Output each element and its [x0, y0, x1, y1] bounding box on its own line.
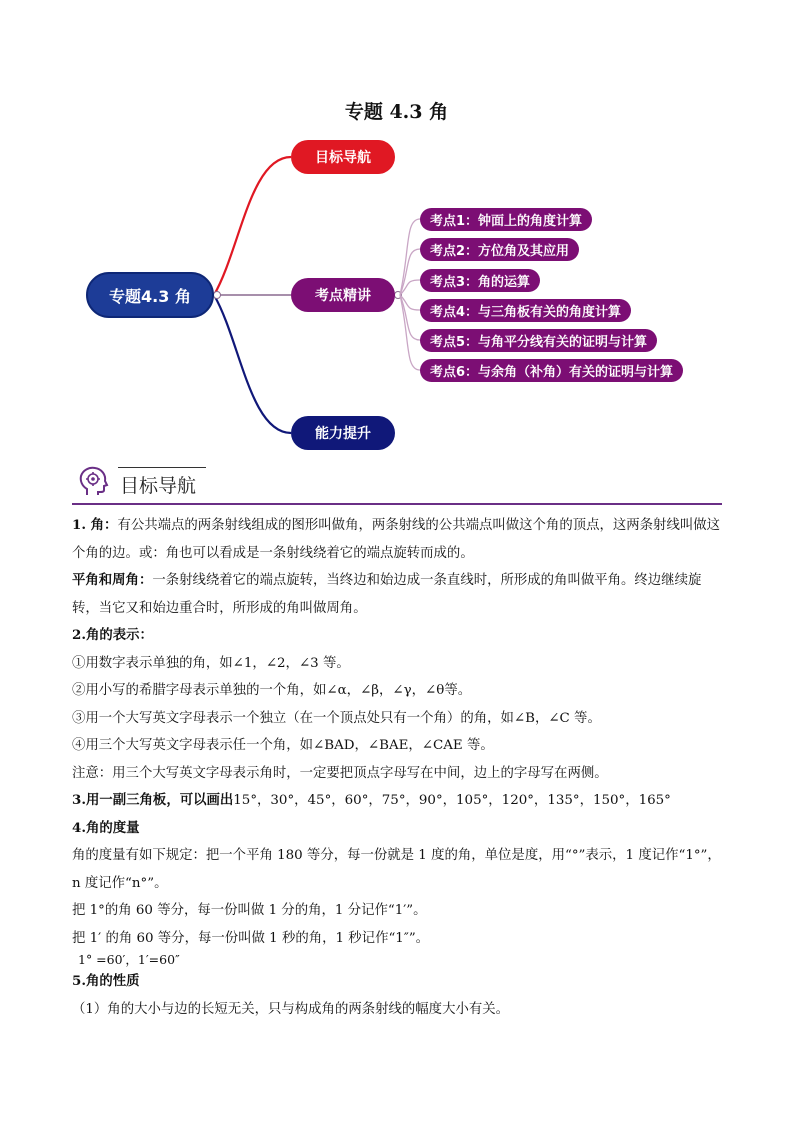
measure-second: 把 1′ 的角 60 等分，每一份叫做 1 秒的角，1 秒记作“1″”。: [72, 930, 430, 946]
mindmap-branch-goals: 目标导航: [291, 140, 395, 174]
rep-item-4: ④用三个大写英文字母表示任一个角，如∠BAD，∠BAE，∠CAE 等。: [72, 738, 494, 753]
mindmap-point-4: 考点4：与三角板有关的角度计算: [420, 299, 631, 322]
mindmap-point-5: 考点5：与角平分线有关的证明与计算: [420, 329, 657, 352]
head-brain-icon: [76, 465, 110, 499]
mindmap-point-1: 考点1：钟面上的角度计算: [420, 208, 592, 231]
mindmap-branch-ability: 能力提升: [291, 416, 395, 450]
paragraph-triangles: [72, 787, 724, 815]
section-rule: [72, 503, 722, 505]
mindmap-connectors: [0, 0, 793, 470]
text-angle-def: 有公共端点的两条射线组成的图形叫做角，两条射线的公共端点叫做这个角的顶点，这两条射线叫做这个角的边。或：角也可以看成是一条射线绕着它的端点旋转而成的。: [72, 518, 721, 561]
connector-navy: [214, 295, 291, 433]
mindmap-point-3: 考点3：角的运算: [420, 269, 540, 292]
page-title: 专题 4.3 角: [344, 101, 449, 123]
connector-red: [214, 157, 291, 295]
mindmap-branch-points: 考点精讲: [291, 278, 395, 312]
paragraph-angle-def: [72, 512, 724, 567]
rep-item-1: ①用数字表示单独的角，如∠1，∠2，∠3 等。: [72, 655, 350, 671]
rep-note: 注意：用三个大写英文字母表示角时，一定要把顶点字母写在中间，边上的字母写在两侧。: [72, 765, 608, 781]
label-angle: 1. 角：: [72, 517, 118, 533]
section-top-rule: [118, 467, 206, 468]
paragraph-straight-angle: [72, 567, 724, 622]
measure-minute: 把 1°的角 60 等分，每一份叫做 1 分的角，1 分记作“1′”。: [72, 903, 427, 918]
heading-representation: 2.角的表示：: [72, 627, 153, 643]
mindmap-point-2: 考点2：方位角及其应用: [420, 238, 579, 261]
mindmap-center-node: 专题4.3 角: [86, 272, 214, 318]
center-joint: [214, 292, 221, 299]
mindmap-point-6: 考点6：与余角（补角）有关的证明与计算: [420, 359, 683, 382]
section-title: 目标导航: [120, 475, 197, 497]
content-body: [72, 512, 724, 1023]
section-header: [72, 463, 722, 505]
heading-property: 5.角的性质: [72, 973, 140, 989]
measure-rule: 角的度量有如下规定：把一个平角 180 等分，每一份就是 1 度的角，单位是度，用“°”表示，1 度记作“1°”，n 度记作“n°”。: [72, 848, 721, 891]
label-triangles: 3.用一副三角板，可以画出: [72, 792, 234, 808]
heading-measure: 4.角的度量: [72, 819, 140, 836]
rep-item-3: ③用一个大写英文字母表示一个独立（在一个顶点处只有一个角）的角，如∠B，∠C 等。: [72, 710, 601, 726]
point-connectors: [400, 219, 420, 370]
label-straight-angle: 平角和周角：: [72, 572, 153, 588]
measure-equation: 1° =60′，1′=60″: [78, 952, 180, 967]
text-triangles: 15°，30°，45°，60°，75°，90°，105°，120°，135°，150°，165°: [233, 793, 671, 808]
rep-item-2: ②用小写的希腊字母表示单独的一个角，如∠α，∠β，∠γ，∠θ等。: [72, 683, 472, 698]
text-straight-angle: 一条射线绕着它的端点旋转，当终边和始边成一条直线时，所形成的角叫做平角。终边继续旋转，当它又和始边重合时，所形成的角叫做周角。: [72, 573, 702, 616]
property-1: （1）角的大小与边的长短无关，只与构成角的两条射线的幅度大小有关。: [72, 1001, 510, 1017]
